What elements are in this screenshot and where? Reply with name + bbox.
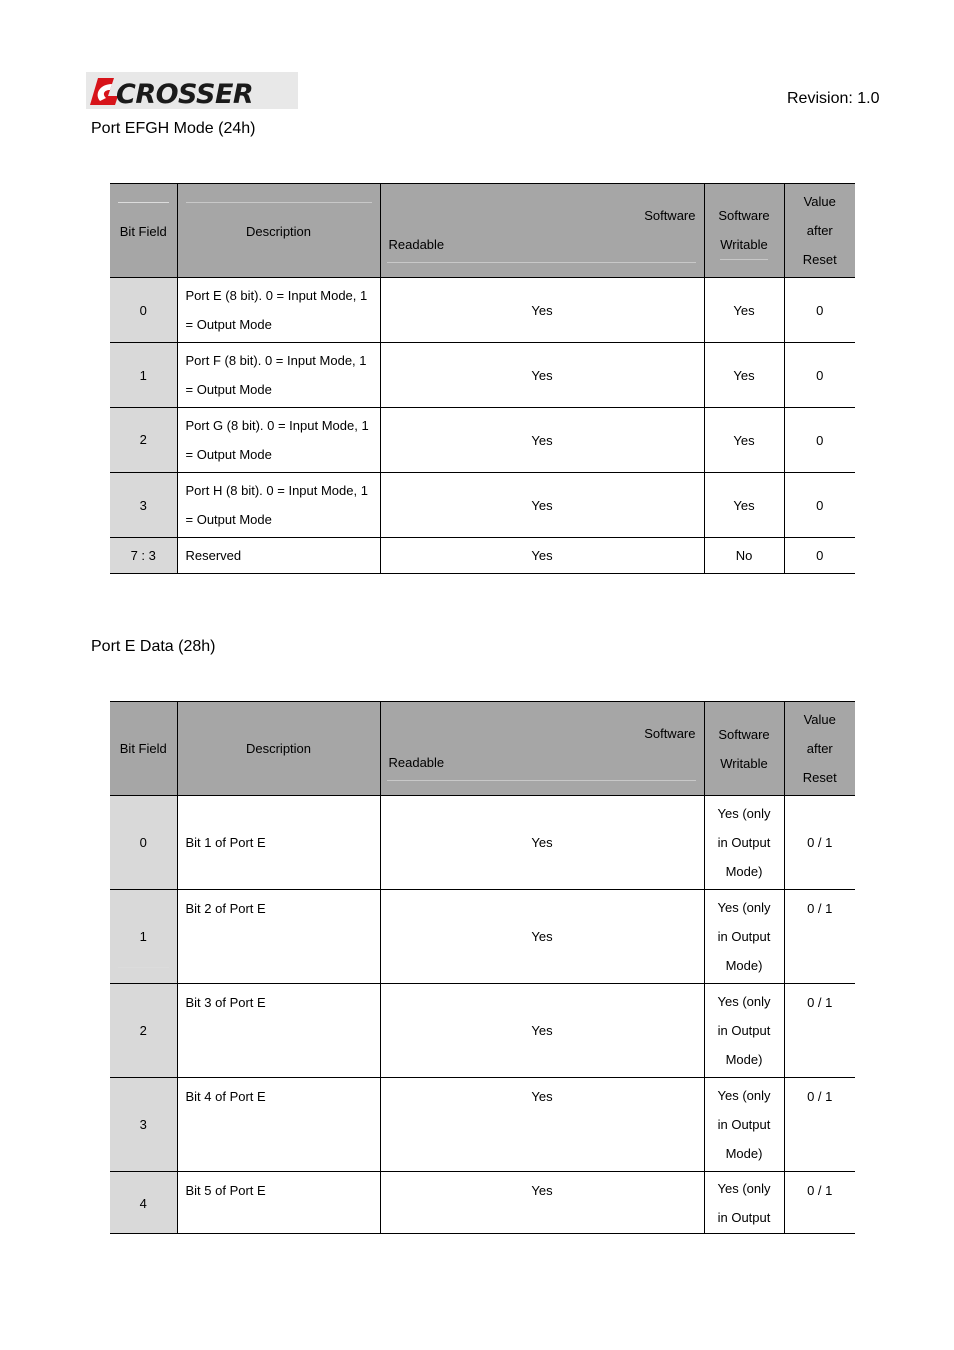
readable-cell: Yes [380, 1172, 704, 1234]
writable-cell: Yes [704, 408, 784, 473]
section-title-port-e-data: Port E Data (28h) [91, 638, 216, 655]
writable-cell: Yes [704, 278, 784, 343]
bit-cell: 3 [110, 473, 177, 538]
bit-cell: 2 [110, 408, 177, 473]
section-title-port-efgh-mode: Port EFGH Mode (24h) [91, 120, 256, 137]
bit-cell: 1 [110, 343, 177, 408]
readable-cell: Yes [380, 278, 704, 343]
reset-cell: 0 / 1 [784, 1078, 855, 1172]
readable-cell: Yes [380, 890, 704, 984]
bit-cell: 3 [110, 1078, 177, 1172]
header-bit-field: Bit Field [110, 702, 177, 796]
bit-cell: 4 [110, 1172, 177, 1234]
description-cell: Bit 1 of Port E [177, 796, 380, 890]
table-row [110, 796, 855, 890]
description-cell: Reserved [177, 538, 380, 574]
writable-cell: Yes (only in Output Mode) [704, 796, 784, 890]
port-e-data-table [110, 701, 855, 1234]
reset-cell: 0 / 1 [784, 984, 855, 1078]
writable-cell: Yes [704, 343, 784, 408]
description-cell: Port F (8 bit). 0 = Input Mode, 1 = Output Mode [177, 343, 380, 408]
writable-cell: No [704, 538, 784, 574]
port-efgh-mode-table [110, 183, 855, 574]
readable-cell: Yes [380, 343, 704, 408]
reset-cell: 0 [784, 408, 855, 473]
description-cell: Bit 2 of Port E [177, 890, 380, 984]
reset-cell: 0 / 1 [784, 1172, 855, 1234]
header-software-writable: Software Writable [704, 702, 784, 796]
header-value-after-reset: Value after Reset [784, 702, 855, 796]
readable-cell: Yes [380, 538, 704, 574]
readable-cell: Yes [380, 796, 704, 890]
logo-wordmark: CROSSER [116, 79, 254, 109]
writable-cell: Yes (only in Output [704, 1172, 784, 1234]
table-row [110, 984, 855, 1078]
bit-cell: 1 [110, 890, 177, 984]
description-cell: Bit 3 of Port E [177, 984, 380, 1078]
reset-cell: 0 [784, 473, 855, 538]
reset-cell: 0 [784, 278, 855, 343]
table-row [110, 408, 855, 473]
acrosser-logo [86, 72, 298, 109]
writable-cell: Yes (only in Output Mode) [704, 984, 784, 1078]
readable-cell: Yes [380, 408, 704, 473]
description-cell: Port G (8 bit). 0 = Input Mode, 1 = Output Mode [177, 408, 380, 473]
reset-cell: 0 / 1 [784, 890, 855, 984]
revision-label: Revision: 1.0 [787, 90, 880, 107]
table-row [110, 538, 855, 574]
writable-cell: Yes (only in Output Mode) [704, 1078, 784, 1172]
header-bit-field: Bit Field [110, 184, 177, 278]
description-cell: Bit 5 of Port E [177, 1172, 380, 1234]
description-cell: Port H (8 bit). 0 = Input Mode, 1 = Output Mode [177, 473, 380, 538]
bit-cell: 2 [110, 984, 177, 1078]
description-cell: Port E (8 bit). 0 = Input Mode, 1 = Output Mode [177, 278, 380, 343]
readable-cell: Yes [380, 1078, 704, 1172]
header-value-after-reset: Value after Reset [784, 184, 855, 278]
readable-cell: Yes [380, 984, 704, 1078]
table-row [110, 1078, 855, 1172]
bit-cell: 7 : 3 [110, 538, 177, 574]
table-header-row [110, 702, 855, 796]
reset-cell: 0 / 1 [784, 796, 855, 890]
table-header-row [110, 184, 855, 278]
bit-cell: 0 [110, 796, 177, 890]
header-description: Description [177, 702, 380, 796]
header-software-readable: Software Readable [380, 702, 704, 796]
writable-cell: Yes [704, 473, 784, 538]
description-cell: Bit 4 of Port E [177, 1078, 380, 1172]
header-description: Description [177, 184, 380, 278]
table-row [110, 278, 855, 343]
writable-cell: Yes (only in Output Mode) [704, 890, 784, 984]
bit-cell: 0 [110, 278, 177, 343]
table-row [110, 890, 855, 984]
reset-cell: 0 [784, 343, 855, 408]
table-row [110, 1172, 855, 1234]
readable-cell: Yes [380, 473, 704, 538]
table-row [110, 473, 855, 538]
reset-cell: 0 [784, 538, 855, 574]
header-software-readable: Software Readable [380, 184, 704, 278]
table-row [110, 343, 855, 408]
header-software-writable: Software Writable [704, 184, 784, 278]
